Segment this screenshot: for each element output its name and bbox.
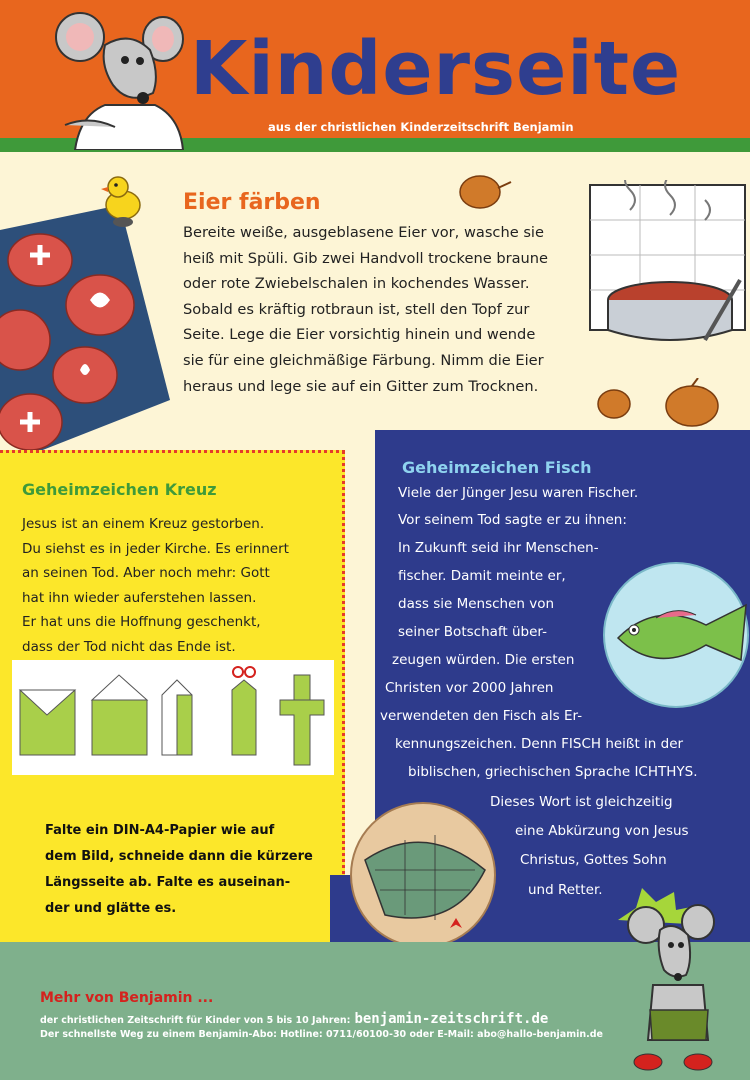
footer-line1 xyxy=(40,1011,548,1027)
page-subtitle: aus der christlichen Kinderzeitschrift Benjamin xyxy=(268,120,574,134)
fisch-line: biblischen, griechischen Sprache ICHTHYS. xyxy=(408,764,698,780)
footer-line1-text: der christlichen Zeitschrift für Kinder von 5 bis 10 Jahren: xyxy=(40,1015,351,1026)
kreuz-title: Geheimzeichen Kreuz xyxy=(22,480,217,499)
fish-illustration xyxy=(596,560,750,710)
folding-steps-illustration xyxy=(12,660,334,775)
fisch-title: Geheimzeichen Fisch xyxy=(402,458,592,477)
kreuz-line: Du siehst es in jeder Kirche. Es erinnert xyxy=(22,540,289,557)
kreuz-line: dass der Tod nicht das Ende ist. xyxy=(22,638,236,655)
instruction-line: Falte ein DIN-A4-Papier wie auf xyxy=(45,823,275,838)
instruction-line: Längsseite ab. Falte es auseinan- xyxy=(45,875,291,890)
fisch-line: Christen vor 2000 Jahren xyxy=(385,680,554,696)
fisch-line: Christus, Gottes Sohn xyxy=(520,852,667,868)
eier-text xyxy=(183,220,583,399)
eier-line: heraus und lege sie auf ein Gitter zum Trocknen. xyxy=(183,377,539,395)
dyed-eggs-illustration xyxy=(0,200,175,455)
fisch-line: zeugen würden. Die ersten xyxy=(392,652,575,668)
instruction-line: dem Bild, schneide dann die kürzere xyxy=(45,849,313,864)
kreuz-instruction xyxy=(45,818,313,922)
fisch-line: verwendeten den Fisch als Er- xyxy=(380,708,583,724)
page-title: Kinderseite xyxy=(190,26,682,112)
eier-line: sie für eine gleichmäßige Färbung. Nimm die Eier xyxy=(183,351,544,369)
kreuz-line: an seinen Tod. Aber noch mehr: Gott xyxy=(22,565,270,581)
kreuz-text xyxy=(22,512,289,659)
kreuz-line: hat ihn wieder auferstehen lassen. xyxy=(22,589,257,606)
cooking-pot-illustration xyxy=(585,180,750,395)
fisch-line: kennungszeichen. Denn FISCH heißt in der xyxy=(395,736,684,752)
fisch-line: Vor seinem Tod sagte er zu ihnen: xyxy=(398,512,627,528)
kreuz-line: Jesus ist an einem Kreuz gestorben. xyxy=(22,516,265,532)
fishing-net-illustration xyxy=(345,800,500,950)
fisch-line: fischer. Damit meinte er, xyxy=(398,568,566,584)
eier-line: Sobald es kräftig rotbraun ist, stell den Topf zur xyxy=(183,300,530,318)
fisch-line: Dieses Wort ist gleichzeitig xyxy=(490,794,673,810)
footer-url-link[interactable]: benjamin-zeitschrift.de xyxy=(354,1011,549,1027)
kreuz-line: Er hat uns die Hoffnung geschenkt, xyxy=(22,614,261,630)
eier-line: oder rote Zwiebelschalen in kochendes Wasser. xyxy=(183,275,530,293)
eier-line: Seite. Lege die Eier vorsichtig hinein und wende xyxy=(183,326,536,344)
onion-icon xyxy=(456,168,512,210)
eier-line: Bereite weiße, ausgeblasene Eier vor, wasche sie xyxy=(183,224,544,241)
footer-title: Mehr von Benjamin ... xyxy=(40,990,214,1006)
mouse-illustration-bottom xyxy=(608,880,750,1075)
fisch-line: eine Abkürzung von Jesus xyxy=(515,823,689,839)
fisch-line: und Retter. xyxy=(528,882,603,898)
eier-title: Eier färben xyxy=(183,190,321,215)
fisch-line: In Zukunft seid ihr Menschen- xyxy=(398,540,599,556)
fisch-line: dass sie Menschen von xyxy=(398,596,555,612)
fisch-line: Viele der Jünger Jesu waren Fischer. xyxy=(398,485,639,501)
onions-icon xyxy=(592,378,742,430)
mouse-illustration-top xyxy=(35,5,185,150)
eier-line: heiß mit Spüli. Gib zwei Handvoll trockene braune xyxy=(183,249,549,267)
instruction-line: der und glätte es. xyxy=(45,901,177,916)
fisch-line: seiner Botschaft über- xyxy=(398,624,547,640)
folding-steps-strip xyxy=(12,660,334,775)
footer-line2: Der schnellste Weg zu einem Benjamin-Abo: Hotline: 0711/60100-30 oder E-Mail: abo@hallo-benjamin.de xyxy=(40,1029,603,1040)
chick-icon xyxy=(98,172,148,230)
